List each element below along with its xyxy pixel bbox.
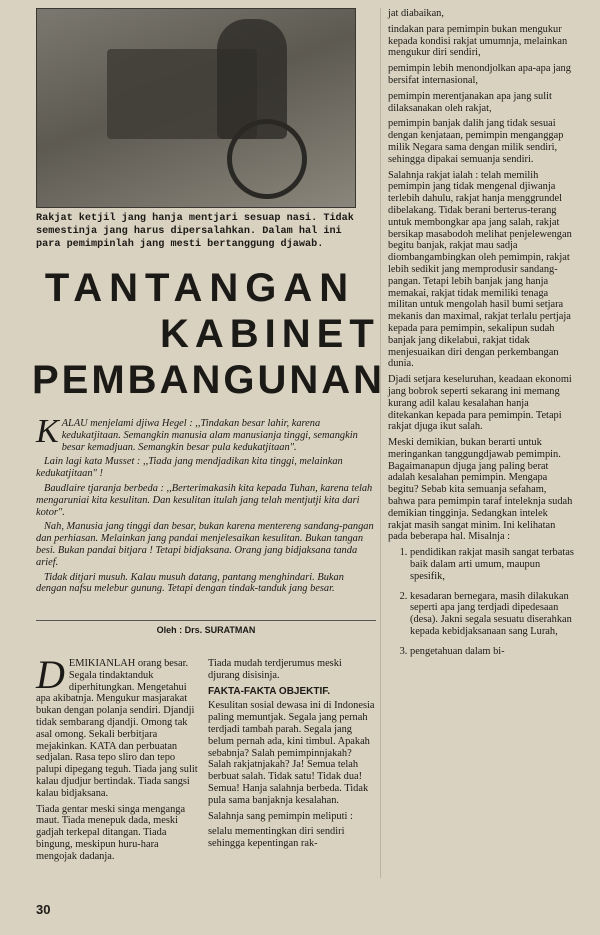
column-right-paragraph-5: pemimpin banjak dalih jang tidak sesuai dengan kenjataan, pemimpin menganggap milik Negara sama dengan milik sendiri, sehingga dipakai semuanja sendiri.	[388, 118, 564, 165]
drop-cap-k: K	[36, 413, 59, 450]
column-right-paragraph-3: pemimpin lebih menondjolkan apa-apa jang bersifat internasional,	[388, 63, 571, 86]
column-middle-paragraph-3: Salahnja sang pemimpin meliputi :	[208, 810, 353, 822]
drop-cap-d: D	[36, 652, 65, 697]
column-middle-paragraph-4: selalu mementingkan diri sendiri sehingga kepentingan rak-	[208, 826, 345, 850]
news-photo	[36, 8, 356, 208]
headline-line-2: KABINET	[160, 312, 380, 356]
photo-caption: Rakjat ketjil jang hanja mentjari sesuap nasi. Tidak semestinja jang harus dipersalahkan. Dalam hal ini para pemimpinlah jang mesti bertanggung djawab.	[36, 213, 354, 250]
intro-italic-text	[36, 413, 376, 598]
intro-paragraph-4: Nah, Manusia jang tinggi dan besar, bukan karena mentereng sandang-pangan dan perhiasan. Melainkan jang pandai menjelesaikan kesulitan. Bukan tangan besi. Bukan pandai bitjara ! Tetapi bidjaksana. Orang jang bidjaksana tanda arief.	[36, 521, 374, 568]
list-item: 1. pendidikan rakjat masih sangat terbatas baik dalam arti umum, maupun spesifik,	[410, 547, 574, 582]
column-left-paragraph-1: EMIKIANLAH orang besar. Segala tindaktanduk diperhitungkan. Mengetahui apa akibatnja. Mengukur masjarakat bukan dengan polanja sendiri. Djandji tidak sembarang djandji. Omong tak asal omong. Sekali berbitjara mejakinkan. KATA dan perbuatan sedjalan. Rasa tepo sliro dan tepo palupi dipegang teguh. Tiada jang sulit kalau djudjur bertindak. Tiada sangsi kalau bidjaksana.	[36, 658, 198, 799]
column-left	[36, 652, 202, 867]
column-middle-paragraph-2: Kesulitan sosial dewasa ini di Indonesia paling memuntjak. Segala jang pernah terdjadi tambah parah. Segala jang belum pernah ada, kini timbul. Apakah sebabnja? Salah pemimpinnjakah? Salah rakjatnjakah? Ja! Semua telah berbuat salah. Tidak satu! Tidak dua! Semua! Hanja salahnja berbeda. Tidak pula sama banjaknja kesalahan.	[208, 700, 375, 806]
column-right-paragraph-6: Salahnja rakjat ialah : telah memilih pemimpin jang tidak mengenal djiwanja terlebih dahulu, rakjat hanja menggrundel dibelakang. Tidak berani berterus-terang untuk membongkar apa jang salah, rakjat bersikap masabodoh melihat penjelewengan begitu banjak, rakjat mau sadja diombangambingkan oleh pemimpin, rakjat lebih sedikit jang memprodusir sandang-pangan. Tetapi lebih banjak jang hanja memakai, rakjat tidak memiliki tenaga militan untuk mengolah hasil bumi setjara mekanis dan maximal, rakjat terlalu pertjaja kepada para pemimpin, sekalipun sudah banjak jang dikelabui, rakjat tidak menjesuaikan diri dengan perkembangan dunia.	[388, 169, 572, 370]
headline-line-1: TANTANGAN	[44, 266, 356, 310]
column-divider	[380, 8, 381, 878]
column-right-paragraph-1: jat diabaikan,	[388, 8, 444, 19]
list-item: 2. kesadaran bernegara, masih dilakukan seperti apa jang terdjadi dipedesaan (desa). Jakni segala sesuatu diserahkan kepada kebidjaksanaan sang Lurah,	[410, 591, 574, 638]
column-middle-paragraph-1: Tiada mudah terdjerumus meski djurang disisinja.	[208, 658, 342, 681]
intro-paragraph-1: ALAU menjelami djiwa Hegel : ,,Tindakan besar lahir, karena kedukatjitaan. Semangkin manusia alam manusianja tinggi, semangkin besar kemadjuan. Semangkin besar pula kedukatjitaan".	[61, 418, 358, 453]
headline-line-3: PEMBANGUNAN	[32, 358, 385, 402]
cart-wheel	[227, 119, 307, 199]
numbered-list	[388, 547, 574, 657]
column-right-paragraph-4: pemimpin merentjanakan apa jang sulit dilaksanakan oleh rakjat,	[388, 90, 552, 114]
column-right-paragraph-8: Meski demikian, bukan berarti untuk meringankan tanggungdjawab pemimpin. Bagaimanapun djuga jang paling berat adalah kesalahan pemimpin. Mengapa begitu? Sebab kita semuanja sefaham, bahwa para pemimpin taraf inteleknja sudah demikian tingginja. Sedangkan intelek rakjat masih sangat minim. Ini kelihatan pada beberapa hal. Misalnja :	[388, 437, 573, 543]
list-item: 3. pengetahuan dalam bi-	[410, 646, 574, 658]
intro-paragraph-2: Lain lagi kata Musset : ,,Tiada jang mendjadikan kita tinggi, melainkan kedukatjitaan" !	[36, 456, 343, 480]
intro-paragraph-3: Baudlaire tjaranja berbeda : ,,Berterimakasih kita kepada Tuhan, karena telah mengaruniai kita kesulitan. Dan kesulitan itulah jang telah mentjutji kita dari kotor".	[36, 482, 373, 518]
column-middle	[208, 658, 376, 854]
column-right	[388, 8, 574, 666]
column-right-paragraph-2: tindakan para pemimpin bukan mengukur kepada kondisi rakjat umumnja, melainkan mengukur diri sendiri,	[388, 23, 568, 59]
section-subhead: FAKTA-FAKTA OBJEKTIF.	[208, 685, 331, 697]
column-left-paragraph-2: Tiada gentar meski singa menganga maut. Tiada menepuk dada, meski gadjah terkepal ditangan. Tiada bingung, meskipun huru-hara mengojak dadanja.	[36, 803, 186, 862]
page-number: 30	[36, 902, 51, 917]
intro-paragraph-5: Tidak ditjari musuh. Kalau musuh datang, pantang menghindari. Bukan dengan nafsu melebur gunung. Tetapi dengan tindak-tanduk jang besar.	[36, 571, 344, 595]
column-right-paragraph-7: Djadi setjara keseluruhan, keadaan ekonomi jang bobrok seperti sekarang ini memang kurang adil kalau kesalahan hanja ditekankan kepada para pemimpin. Tetapi rakjat djuga ikut salah.	[388, 374, 572, 433]
author-byline: Oleh : Drs. SURATMAN	[36, 620, 376, 635]
